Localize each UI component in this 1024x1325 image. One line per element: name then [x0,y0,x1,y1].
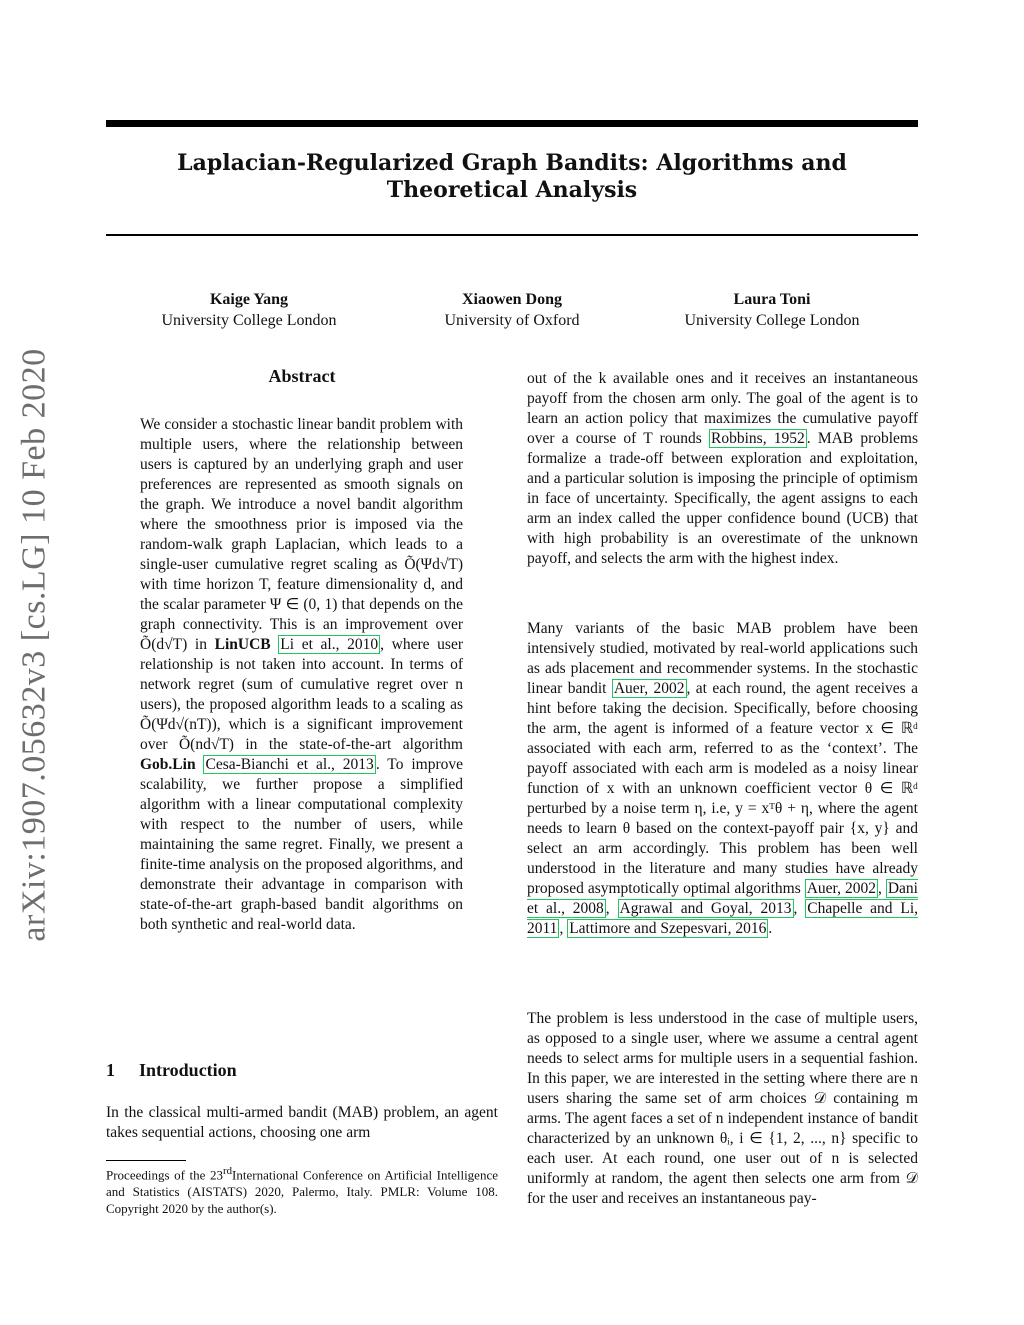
footnote-proceedings: Proceedings of the 23rdInternational Conference on Artificial Intelligence and Statistics (AISTATS) 2020, Palermo, Italy. PMLR: Volume 108. Copyright 2020 by the author(s). [106,1165,498,1217]
right-paragraph-3: The problem is less understood in the case of multiple users, as opposed to a single user, where we assume a central agent needs to select arms for multiple users in a sequential fashion. In this paper, we are interested in the setting where there are n users sharing the same set of arm choices 𝒟 containing m arms. The agent faces a set of n independent instance of bandit characterized by an unknown θᵢ, i ∈ {1, 2, ..., n} specific to each user. At each round, one user out of n is selected uniformly at random, the agent then selects one arm from 𝒟 for the user and receives an instantaneous pay- [527,1010,918,1207]
paper-title: Laplacian-Regularized Graph Bandits: Algorithms and Theoretical Analysis [177,150,847,203]
goblin-label: Gob.Lin [140,756,196,773]
author-2 [382,290,642,331]
right-paragraph-1: out of the k available ones and it receives an instantaneous payoff from the chosen arm only. The goal of the agent is to learn an action policy that maximizes the cumulative payoff over a course of T rounds Robbins, 1952 . MAB problems formalize a trade-off between exploration and exploitation, and a particular solution is imposing the principle of optimism in face of uncertainty. Specifically, the agent assigns to each arm an index called the upper confidence bound (UCB) that with high probability is an overestimate of the unknown payoff, and selects the arm with the highest index. [527,370,919,567]
author-1 [119,290,379,331]
author-name: Xiaowen Dong [461,291,562,308]
author-affiliation: University College London [161,312,337,329]
arxiv-sidebar [10,340,60,950]
title-rule-bottom [106,234,918,236]
intro-paragraph: In the classical multi-armed bandit (MAB) problem, an agent takes sequential actions, choosing one arm [106,1104,498,1141]
linucb-label: LinUCB [214,636,271,653]
citation-link[interactable]: Auer, 2002 [806,880,876,897]
citation-link[interactable]: Lattimore and Szepesvari, 2016 [569,920,767,937]
author-affiliation: University of Oxford [444,312,580,329]
author-affiliation: University College London [684,312,860,329]
arxiv-identifier: arXiv:1907.05632v3 [cs.LG] 10 Feb 2020 [16,348,53,942]
footnote-rule [106,1160,186,1161]
author-name: Kaige Yang [209,291,289,308]
citation-link[interactable]: Robbins, 1952 [711,430,805,447]
abstract-text: We consider a stochastic linear bandit problem with multiple users, where the relationship between users is captured by an underlying graph and user preferences are represented as smooth signals on the graph. We introduce a novel bandit algorithm where the smoothness prior is imposed via the random-walk graph Laplacian, which leads to a single-user cumulative regret scaling as Õ(Ψd√T) with time horizon T, feature dimensionality d, and the scalar parameter Ψ ∈ (0, 1) that depends on the graph connectivity. This is an improvement over Õ(d√T) in LinUCB Li et al., 2010 , where user relationship is not taken into account. In terms of network regret (sum of cumulative regret over n users), the proposed algorithm leads to a scaling as Õ(Ψd√(nT)), which is a significant improvement over Õ(nd√T) in the state-of-the-art algorithm Gob.Lin Cesa-Bianchi et al., 2013 . To improve scalability, we further propose a simplified algorithm with a linear computational complexity with respect to the number of users, while maintaining the same regret. Finally, we present a finite-time analysis on the proposed algorithms, and demonstrate their advantage in comparison with state-of-the-art graph-based bandit algorithms on both synthetic and real-world data. [140,416,463,933]
section-heading-introduction: 1 Introduction [106,1060,237,1080]
right-paragraph-2: Many variants of the basic MAB problem have been intensively studied, motivated by real-world applications such as ads placement and recommender systems. In the stochastic linear bandit Auer, 2002 , at each round, the agent receives a hint before taking the decision. Specifically, before choosing the arm, the agent is informed of a feature vector x ∈ ℝᵈ associated with each arm, referred to as the ‘context’. The payoff associated with each arm is modeled as a noisy linear function of x with an unknown coefficient vector θ ∈ ℝᵈ perturbed by a noise term η, i.e, y = xᵀθ + η, where the agent needs to learn θ based on the context-payoff pair {x, y} and select an arm accordingly. This problem has been well understood in the literature and many studies have already proposed asymptotically optimal algorithms Auer, 2002 , Dani et al., 2008 , Agrawal and Goyal, 2013 , Chapelle and Li, 2011 , Lattimore and Szepesvari, 2016 . [527,620,919,937]
citation-link[interactable]: Agrawal and Goyal, 2013 [619,900,792,917]
citation-link[interactable]: Auer, 2002 [613,680,685,697]
citation-link[interactable]: Cesa-Bianchi et al., 2013 [205,756,374,773]
citation-link[interactable]: Chapelle and Li, 2011 [527,900,919,937]
abstract-heading: Abstract [268,366,336,386]
citation-link[interactable]: Dani et al., 2008 [527,880,918,917]
citation-link[interactable]: Li et al., 2010 [280,636,379,653]
author-3 [642,290,902,331]
author-name: Laura Toni [733,291,811,308]
title-rule-top [106,120,918,127]
